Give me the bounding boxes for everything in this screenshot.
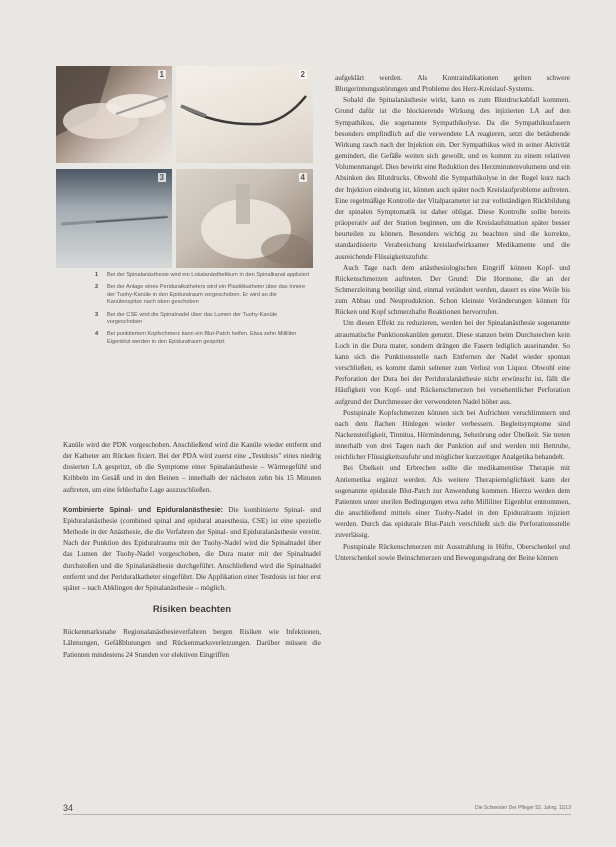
paragraph-body: Die kombinierte Spinal- und Epiduralanästhesie (combined spinal and epidural anaesthesia, CSE) ist eine spezielle Methode in der Anästhesie, die die Verfahren der Spinal- und Epiduralanästhesie vereint. Nach der Punktion des Epiduralraums mit der Tuohy-Nadel wird die Spinalnadel über das Lumen der Tuohy-Nadel vorgeschoben, die Dura mater mit der Spinalnadel durchstoßen und die Spinalanästhesie durchgeführt. Anschließend wird die Spinalnadel entfernt und der Periduralkatheter eingeführt. Die Applikation einer Testdosis ist hier erst später – nach Abklingen der Spinalanästhesie – möglich. [63, 505, 321, 592]
right-text-column [335, 73, 570, 564]
paragraph: Um diesen Effekt zu reduzieren, werden bei der Spinalanästhesie sogenannte atraumatische Punktionskanülen genutzt. Diese stanzen beim Durchstechen kein Loch in die Dura mater, sondern drängen die Fasern lediglich auseinander. So kann sich die Punktionsstelle nach Entfernen der Nadel wieder spontan verschließen, es kommt damit seltener zum Verlust von Liquor. Obwohl eine Perforation der Dura bei der Periduralanästhesie nicht erwünscht ist, fällt die Häufigkeit von Kopf- und Rückenschmerzen bei versehentlicher Perforation aufgrund der Durchmesser der verwendeten Nadel höher aus. [335, 319, 570, 406]
photo-spinal-injection [56, 66, 172, 163]
legend-text: Bei der Anlage eines Periduralkatheters wird ein Plastikkatheter über das Innere der Tuohy-Kanüle in den Epiduralraum vorgeschoben. Er wird an die Kanülenspitze nach oben geschoben [107, 284, 306, 306]
photo-panel-1 [56, 66, 172, 163]
figure-legend [95, 272, 313, 351]
paragraph [63, 505, 321, 594]
legend-text: Bei der Spinalanästhesie wird ein Lokalanästhetikum in den Spinalkanal appliziert [107, 272, 310, 278]
legend-number: 1 [95, 272, 99, 278]
journal-title: Die Schwester Der Pfleger 52. Jahrg. 11|13 [475, 805, 571, 811]
legend-number: 2 [95, 284, 99, 291]
page-number: 34 [63, 803, 74, 813]
paragraph: Auch Tage nach dem anästhesiologischen Eingriff können Kopf- und Rückenschmerzen auftreten. Der Grund: Die Hormone, die an der Schmerzleitung beteiligt sind, einmal verändert werden, dauert es eine Weile bis zum Abbau und Neuproduktion. Schon kleinste Veränderungen können für Rücken und Kopf schmerzhafte Reaktionen hervorrufen. [335, 263, 570, 317]
legend-number: 3 [95, 311, 99, 318]
footer-rule [63, 814, 571, 815]
photo-number: 2 [300, 70, 305, 79]
legend-text: Bei der CSE wird die Spinalnadel über das Lumen der Tuohy-Kanüle vorgeschoben [107, 311, 278, 326]
photo-cse-needle [56, 169, 172, 268]
paragraph: Postspinale Rückenschmerzen mit Ausstrahlung in Hüfte, Oberschenkel und Unterschenkel sowie Beinschmerzen und Bewegungsdrang der Beine können [335, 542, 570, 562]
photo-blood-patch [176, 169, 313, 268]
page-footer [0, 803, 616, 813]
legend-item [95, 284, 313, 306]
paragraph: Postspinale Kopfschmerzen können sich bei Aufrichten verschlimmern und nach dem flachen Hinlegen wieder verbessern. Begleitsymptome sind Nackensteifigkeit, Tinnitus, Hörminderung, Sehstörung oder Übelkeit. Sie treten innerhalb von drei Tagen nach der Punktion auf und werden mit Bettruhe, reichlicher Flüssigkeitszufuhr und möglicher kurzzeitiger Analgetika behandelt. [335, 408, 570, 462]
photo-number: 1 [159, 70, 164, 79]
paragraph: Rückenmarksnahe Regionalanästhesieverfahren bergen Risiken wie Infektionen, Lähmungen, Gefäßblutungen und Rückenmarksverletzungen. Darüber müssen die Patienten mindestens 24 Stunden vor elektiven Eingriffen [63, 628, 321, 659]
paragraph: Sobald die Spinalanästhesie wirkt, kann es zum Blutdruckabfall kommen. Grund dafür ist die blockierende Wirkung des injizierten LA auf den Sympathikus, die sogenannte Sympathikolyse. Da die Sympathikusfasern besonders empfindlich auf die verwendete LA reagieren, setzt die betäubende Wirkung rasch nach der Injektion ein. Der Sympathikus wird in seiner Aktivität gemindert, die Gefäße weiten sich gewollt, und es kommt zu einem relativen Volumenmangel. Dies bewirkt eine Reduktion des Herzminutenvolumens und ein Absinken des Blutdrucks. Obwohl die Sympathikolyse in der Regel kurz nach der Injektion eindeutig ist, können auch später noch Kreislaufprobleme auftreten. Eine regelmäßige Kontrolle der Vitalparameter ist zur vollständigen Rückbildung der spinalen Symptomatik ist daher obligat. Diese Kontrolle sollte bereits präoperativ auf der Station beginnen, um die Kreislaufsituation später besser beurteilen zu können. Besonders wichtig zu beachten sind die korrekte, standardisierte Verabreichung kreislaufwirksamer Medikamente und die ausreichende Flüssigkeitszufuhr. [335, 96, 570, 261]
legend-item [95, 312, 313, 327]
left-text-column [63, 440, 321, 661]
photo-panel-4 [176, 169, 313, 268]
paragraph: aufgeklärt werden. Als Kontraindikationen gelten schwere Blutgerinnungsstörungen und Probleme des Herz-Kreislauf-Systems. [335, 74, 570, 94]
legend-text: Bei punktiertem Kopfschmerz kann ein Blut-Patch helfen. Etwa zehn Milliliter Eigenblut werden in den Epiduralraum gespritzt [107, 331, 297, 345]
photo-number: 3 [159, 173, 164, 182]
photo-number: 4 [300, 173, 305, 182]
paragraph: Bei Übelkeit und Erbrechen sollte die medikamentöse Therapie mit Antiemetika ergänzt werden. Als weitere Therapiemöglichkeit kann der sogenannte epidurale Blut-Patch zur Anwendung kommen. Hierzu werden dem Patienten unter sterilen Bedingungen etwa zehn Milliliter Eigenblut entnommen, die anschließend mittels einer Tuohy-Nadel in den Epiduralraum injiziert werden. Durch das epidurale Blut-Patch verschließt sich die Perforationsstelle zuverlässig. [335, 464, 570, 540]
figure-photos [56, 66, 313, 268]
photo-catheter [176, 66, 313, 163]
paragraph: Kanüle wird der PDK vorgeschoben. Anschließend wird die Kanüle wieder entfernt und der Katheter am Rücken fixiert. Bei der PDA wird zuerst eine „Testdosis" eines niedrig dosierten LA gespritzt, ob die Symptome einer Spinalanästhesie – Wärmegefühl und Kribbeln im Gesäß und in den Beinen – innerhalb der nächsten zehn bis 15 Minuten auftreten, um eine fehlerhafte Lage auszuschließen. [63, 441, 321, 494]
legend-item [95, 331, 313, 346]
legend-number: 4 [95, 331, 99, 338]
paragraph-lead: Kombinierte Spinal- und Epiduralanästhesie: [63, 506, 223, 514]
photo-panel-3 [56, 169, 172, 268]
photo-panel-2 [176, 66, 313, 163]
legend-item [95, 272, 313, 279]
section-heading: Risiken beachten [152, 604, 232, 616]
